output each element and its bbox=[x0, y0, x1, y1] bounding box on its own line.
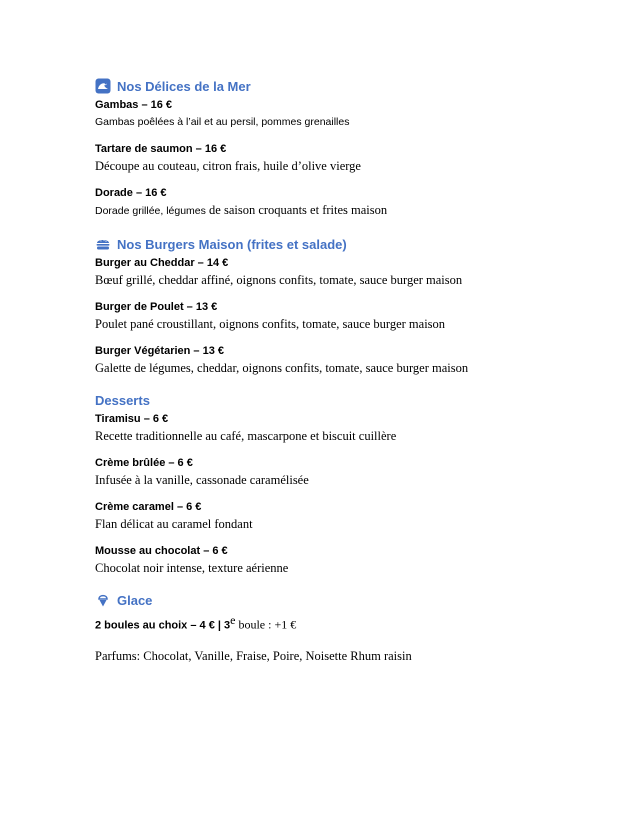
item-title: Crème brûlée – 6 € bbox=[95, 457, 193, 469]
section-title-desserts: Desserts bbox=[95, 392, 150, 408]
item-description: Chocolat noir intense, texture aérienne bbox=[95, 561, 289, 575]
item-title: Mousse au chocolat – 6 € bbox=[95, 545, 228, 557]
section-title-burgers: Nos Burgers Maison (frites et salade) bbox=[117, 236, 347, 252]
menu-item bbox=[95, 256, 595, 288]
item-description: Bœuf grillé, cheddar affiné, oignons confits, tomate, sauce burger maison bbox=[95, 273, 463, 287]
menu-page bbox=[95, 76, 595, 664]
glace-price-line bbox=[95, 612, 595, 634]
section-heading-glace bbox=[95, 590, 595, 610]
item-title: Gambas – 16 € bbox=[95, 99, 173, 111]
item-description bbox=[95, 202, 595, 219]
section-heading-burgers bbox=[95, 234, 595, 254]
item-title: Crème caramel – 6 € bbox=[95, 501, 202, 513]
section-title-mer: Nos Délices de la Mer bbox=[117, 78, 251, 94]
item-description: Infusée à la vanille, cassonade caramélisée bbox=[95, 473, 309, 487]
item-title: Tartare de saumon – 16 € bbox=[95, 143, 227, 155]
menu-item bbox=[95, 98, 595, 130]
glace-price-rest: boule : +1 € bbox=[235, 617, 297, 632]
item-title: Dorade – 16 € bbox=[95, 187, 167, 199]
item-title: Burger au Cheddar – 14 € bbox=[95, 257, 229, 269]
section-title-glace: Glace bbox=[117, 592, 153, 608]
menu-item bbox=[95, 544, 595, 576]
glace-price-sup: e bbox=[230, 613, 236, 627]
menu-item bbox=[95, 412, 595, 444]
item-title: Tiramisu – 6 € bbox=[95, 413, 169, 425]
menu-item bbox=[95, 500, 595, 532]
item-description-part: de saison croquants et frites maison bbox=[205, 203, 388, 217]
section-heading-mer bbox=[95, 76, 595, 96]
glace-parfums: Parfums: Chocolat, Vanille, Fraise, Poire, Noisette Rhum raisin bbox=[95, 648, 412, 663]
glace-price-bold: 2 boules au choix – 4 € | 3 bbox=[95, 619, 231, 632]
menu-item bbox=[95, 186, 595, 219]
section-heading-desserts bbox=[95, 390, 595, 410]
item-title: Burger de Poulet – 13 € bbox=[95, 301, 218, 313]
item-title: Burger Végétarien – 13 € bbox=[95, 345, 225, 357]
item-description-part: Dorade grillée, légumes bbox=[95, 205, 206, 217]
item-description: Galette de légumes, cheddar, oignons confits, tomate, sauce burger maison bbox=[95, 361, 469, 375]
burger-icon bbox=[95, 236, 111, 252]
item-description: Poulet pané croustillant, oignons confits, tomate, sauce burger maison bbox=[95, 317, 446, 331]
item-description: Flan délicat au caramel fondant bbox=[95, 517, 253, 531]
menu-item bbox=[95, 300, 595, 332]
menu-item bbox=[95, 344, 595, 376]
item-description: Gambas poêlées à l’ail et au persil, pommes grenailles bbox=[95, 116, 350, 128]
ice-cream-icon bbox=[95, 592, 111, 608]
fish-icon bbox=[95, 78, 111, 94]
menu-item bbox=[95, 142, 595, 174]
item-description: Découpe au couteau, citron frais, huile d’olive vierge bbox=[95, 159, 361, 173]
menu-item bbox=[95, 456, 595, 488]
item-description: Recette traditionnelle au café, mascarpone et biscuit cuillère bbox=[95, 429, 397, 443]
